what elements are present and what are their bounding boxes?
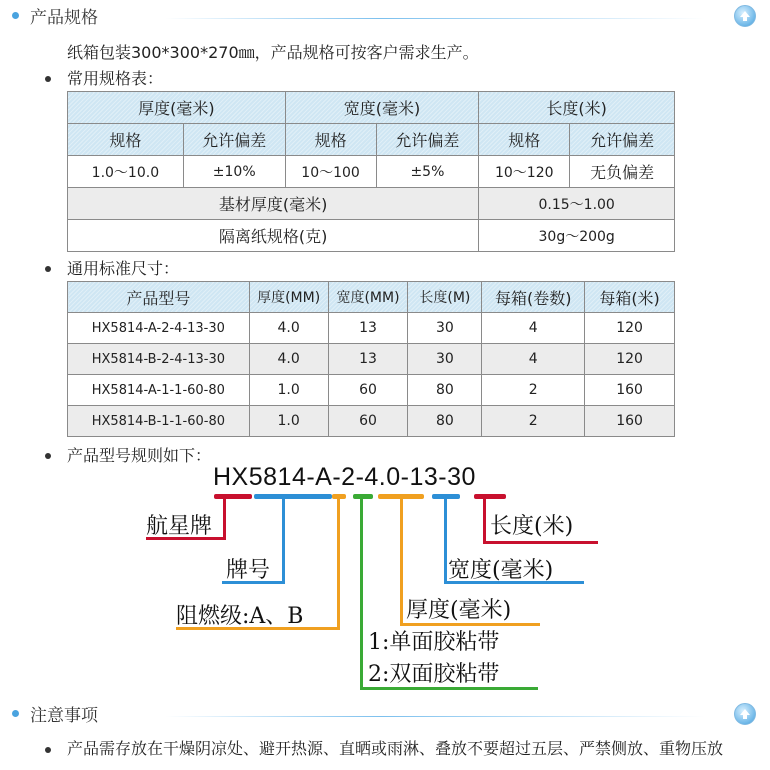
spec-sub-cell: 规格 [68,124,184,156]
brand-label: 航星牌 [146,514,213,539]
spec-sub-cell: 允许偏差 [183,124,285,156]
std-head-meters: 每箱(米) [585,282,675,313]
notice-text: 产品需存放在干燥阴凉处、避开热源、直晒或雨淋、叠放不要超过五层、严禁侧放、重物压放 [67,739,724,758]
intro-text: 纸箱包装300*300*270㎜，产品规格可按客户需求生产。 [67,43,479,62]
thickness-label: 厚度(毫米) [406,598,512,623]
length-bar [474,494,506,499]
table-cell: 120 [585,313,675,344]
section-header-specs [0,0,770,34]
table-cell: HX5814-B-2-4-13-30 [68,344,250,375]
table-cell: 1.0 [249,375,328,406]
length-connector [483,541,598,544]
back-to-top-icon[interactable] [734,703,756,725]
spec-head-length: 长度(米) [479,92,675,124]
table-cell: 4.0 [249,344,328,375]
bullet [45,266,51,272]
brand-bar [214,494,252,499]
tape-label-double: 2:双面胶粘带 [368,662,500,687]
brand-no-connector [282,496,285,584]
section-bullet [12,710,19,717]
table-cell: 80 [408,406,482,437]
spec-cell: 无负偏差 [570,156,675,188]
table-row [68,375,675,406]
bullet [45,453,51,459]
model-code-diagram [140,463,600,693]
brand-connector [223,496,226,540]
section-bullet [12,12,19,19]
spec-cell: 1.0～10.0 [68,156,184,188]
spec-table [67,91,675,252]
table-cell: 4 [482,313,585,344]
spec-sub-cell: 允许偏差 [570,124,675,156]
section-divider [165,18,705,19]
tape-bar [353,494,373,499]
std-head-length: 长度(M) [408,282,482,313]
section-title: 注意事项 [30,706,98,726]
table-cell: 160 [585,406,675,437]
spec-head-width: 宽度(毫米) [285,92,479,124]
std-size-table [67,281,675,437]
base-thickness-label: 基材厚度(毫米) [68,188,479,220]
section-header-notice [0,698,770,732]
liner-paper-value: 30g～200g [479,220,675,252]
table-cell: 13 [328,313,408,344]
tape-label-single: 1:单面胶粘带 [368,630,500,655]
std-head-width: 宽度(MM) [328,282,408,313]
table-cell: 13 [328,344,408,375]
spec-head-thickness: 厚度(毫米) [68,92,286,124]
table-row [68,344,675,375]
brand-no-bar [254,494,332,499]
table-cell: 4 [482,344,585,375]
thickness-connector [400,496,403,626]
width-connector [444,496,447,584]
spec-cell: 10～100 [285,156,376,188]
table-cell: 60 [328,406,408,437]
width-label: 宽度(毫米) [448,558,554,583]
spec-table-label: 常用规格表： [67,69,164,88]
section-divider [165,716,705,717]
table-cell: 2 [482,375,585,406]
table-cell: 2 [482,406,585,437]
spec-cell: ±10% [183,156,285,188]
table-cell: 4.0 [249,313,328,344]
table-row [68,406,675,437]
bullet [45,747,51,753]
table-cell: 120 [585,344,675,375]
spec-sub-cell: 规格 [285,124,376,156]
tape-connector [360,496,363,690]
section-title: 产品规格 [30,8,98,28]
flame-label: 阻燃级:A、B [176,604,304,629]
table-cell: 160 [585,375,675,406]
spec-cell: ±5% [376,156,479,188]
bullet [45,76,51,82]
table-cell: HX5814-A-1-1-60-80 [68,375,250,406]
liner-paper-label: 隔离纸规格(克) [68,220,479,252]
table-cell: 80 [408,375,482,406]
table-cell: HX5814-B-1-1-60-80 [68,406,250,437]
std-head-model: 产品型号 [68,282,250,313]
table-cell: 30 [408,313,482,344]
std-head-thickness: 厚度(MM) [249,282,328,313]
spec-sub-cell: 允许偏差 [376,124,479,156]
length-label: 长度(米) [490,514,574,539]
table-cell: 30 [408,344,482,375]
length-connector [483,496,486,544]
table-row [68,313,675,344]
flame-connector [337,496,340,630]
std-head-rolls: 每箱(卷数) [482,282,585,313]
std-table-label: 通用标准尺寸： [67,259,180,278]
back-to-top-icon[interactable] [734,5,756,27]
table-cell: 60 [328,375,408,406]
spec-sub-cell: 规格 [479,124,570,156]
brand-no-label: 牌号 [226,558,271,583]
model-code: HX5814-A-2-4.0-13-30 [213,463,476,491]
table-cell: 1.0 [249,406,328,437]
base-thickness-value: 0.15～1.00 [479,188,675,220]
table-cell: HX5814-A-2-4-13-30 [68,313,250,344]
spec-cell: 10～120 [479,156,570,188]
model-rule-label: 产品型号规则如下： [67,446,212,465]
